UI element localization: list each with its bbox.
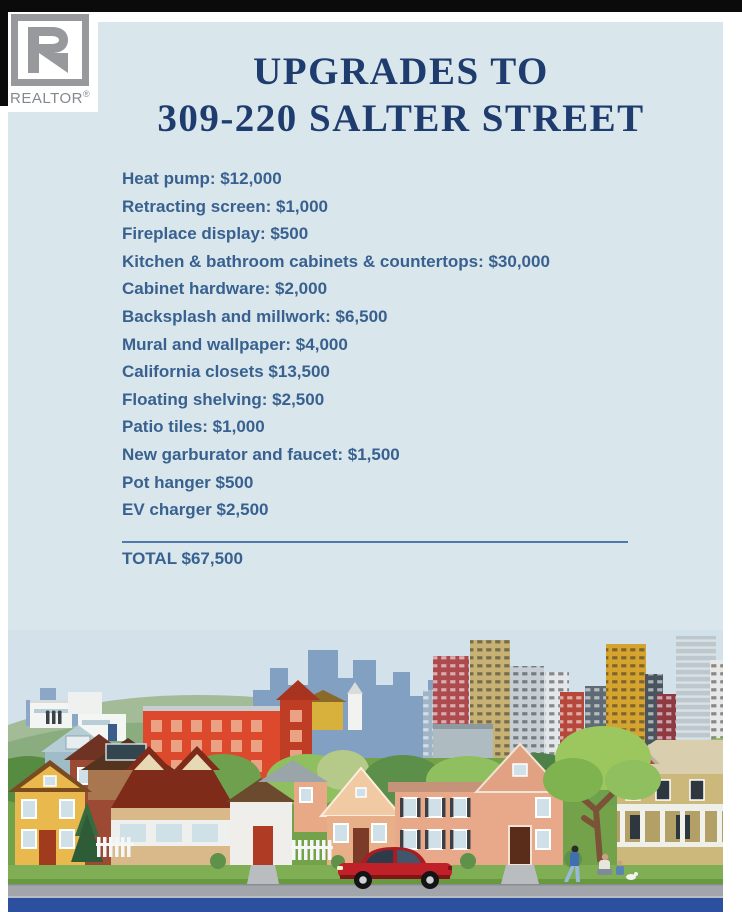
- realtor-r-icon: [11, 14, 89, 86]
- divider-line: [122, 541, 628, 543]
- title-line-2: 309-220 SALTER STREET: [157, 97, 645, 140]
- upgrade-item: Pot hanger $500: [122, 472, 254, 492]
- upgrade-list: [122, 165, 682, 524]
- left-border: [0, 0, 8, 106]
- upgrade-item: Cabinet hardware: $2,000: [122, 279, 328, 299]
- curb: [8, 896, 723, 898]
- upgrade-item: Patio tiles: $1,000: [122, 417, 265, 437]
- upgrade-item: Mural and wallpaper: $4,000: [122, 334, 348, 354]
- total-line: TOTAL $67,500: [122, 549, 243, 568]
- upgrade-item: Fireplace display: $500: [122, 224, 309, 244]
- upgrade-item: Backsplash and millwork: $6,500: [122, 306, 388, 326]
- upgrade-item: Floating shelving: $2,500: [122, 389, 325, 409]
- realtor-logo-text: REALTOR®: [10, 89, 91, 107]
- page-title: [85, 48, 717, 142]
- bottom-band: [8, 898, 723, 912]
- top-border: [0, 0, 742, 12]
- title-line-1: UPGRADES TO: [253, 50, 549, 93]
- upgrade-item: California closets $13,500: [122, 362, 330, 382]
- upgrade-item: Retracting screen: $1,000: [122, 196, 328, 216]
- upgrade-item: New garburator and faucet: $1,500: [122, 444, 400, 464]
- upgrade-item: Kitchen & bathroom cabinets & countertops: $30,000: [122, 251, 550, 271]
- neighborhood-illustration: [8, 630, 723, 912]
- upgrade-item: EV charger $2,500: [122, 500, 269, 520]
- upgrade-item: Heat pump: $12,000: [122, 169, 282, 188]
